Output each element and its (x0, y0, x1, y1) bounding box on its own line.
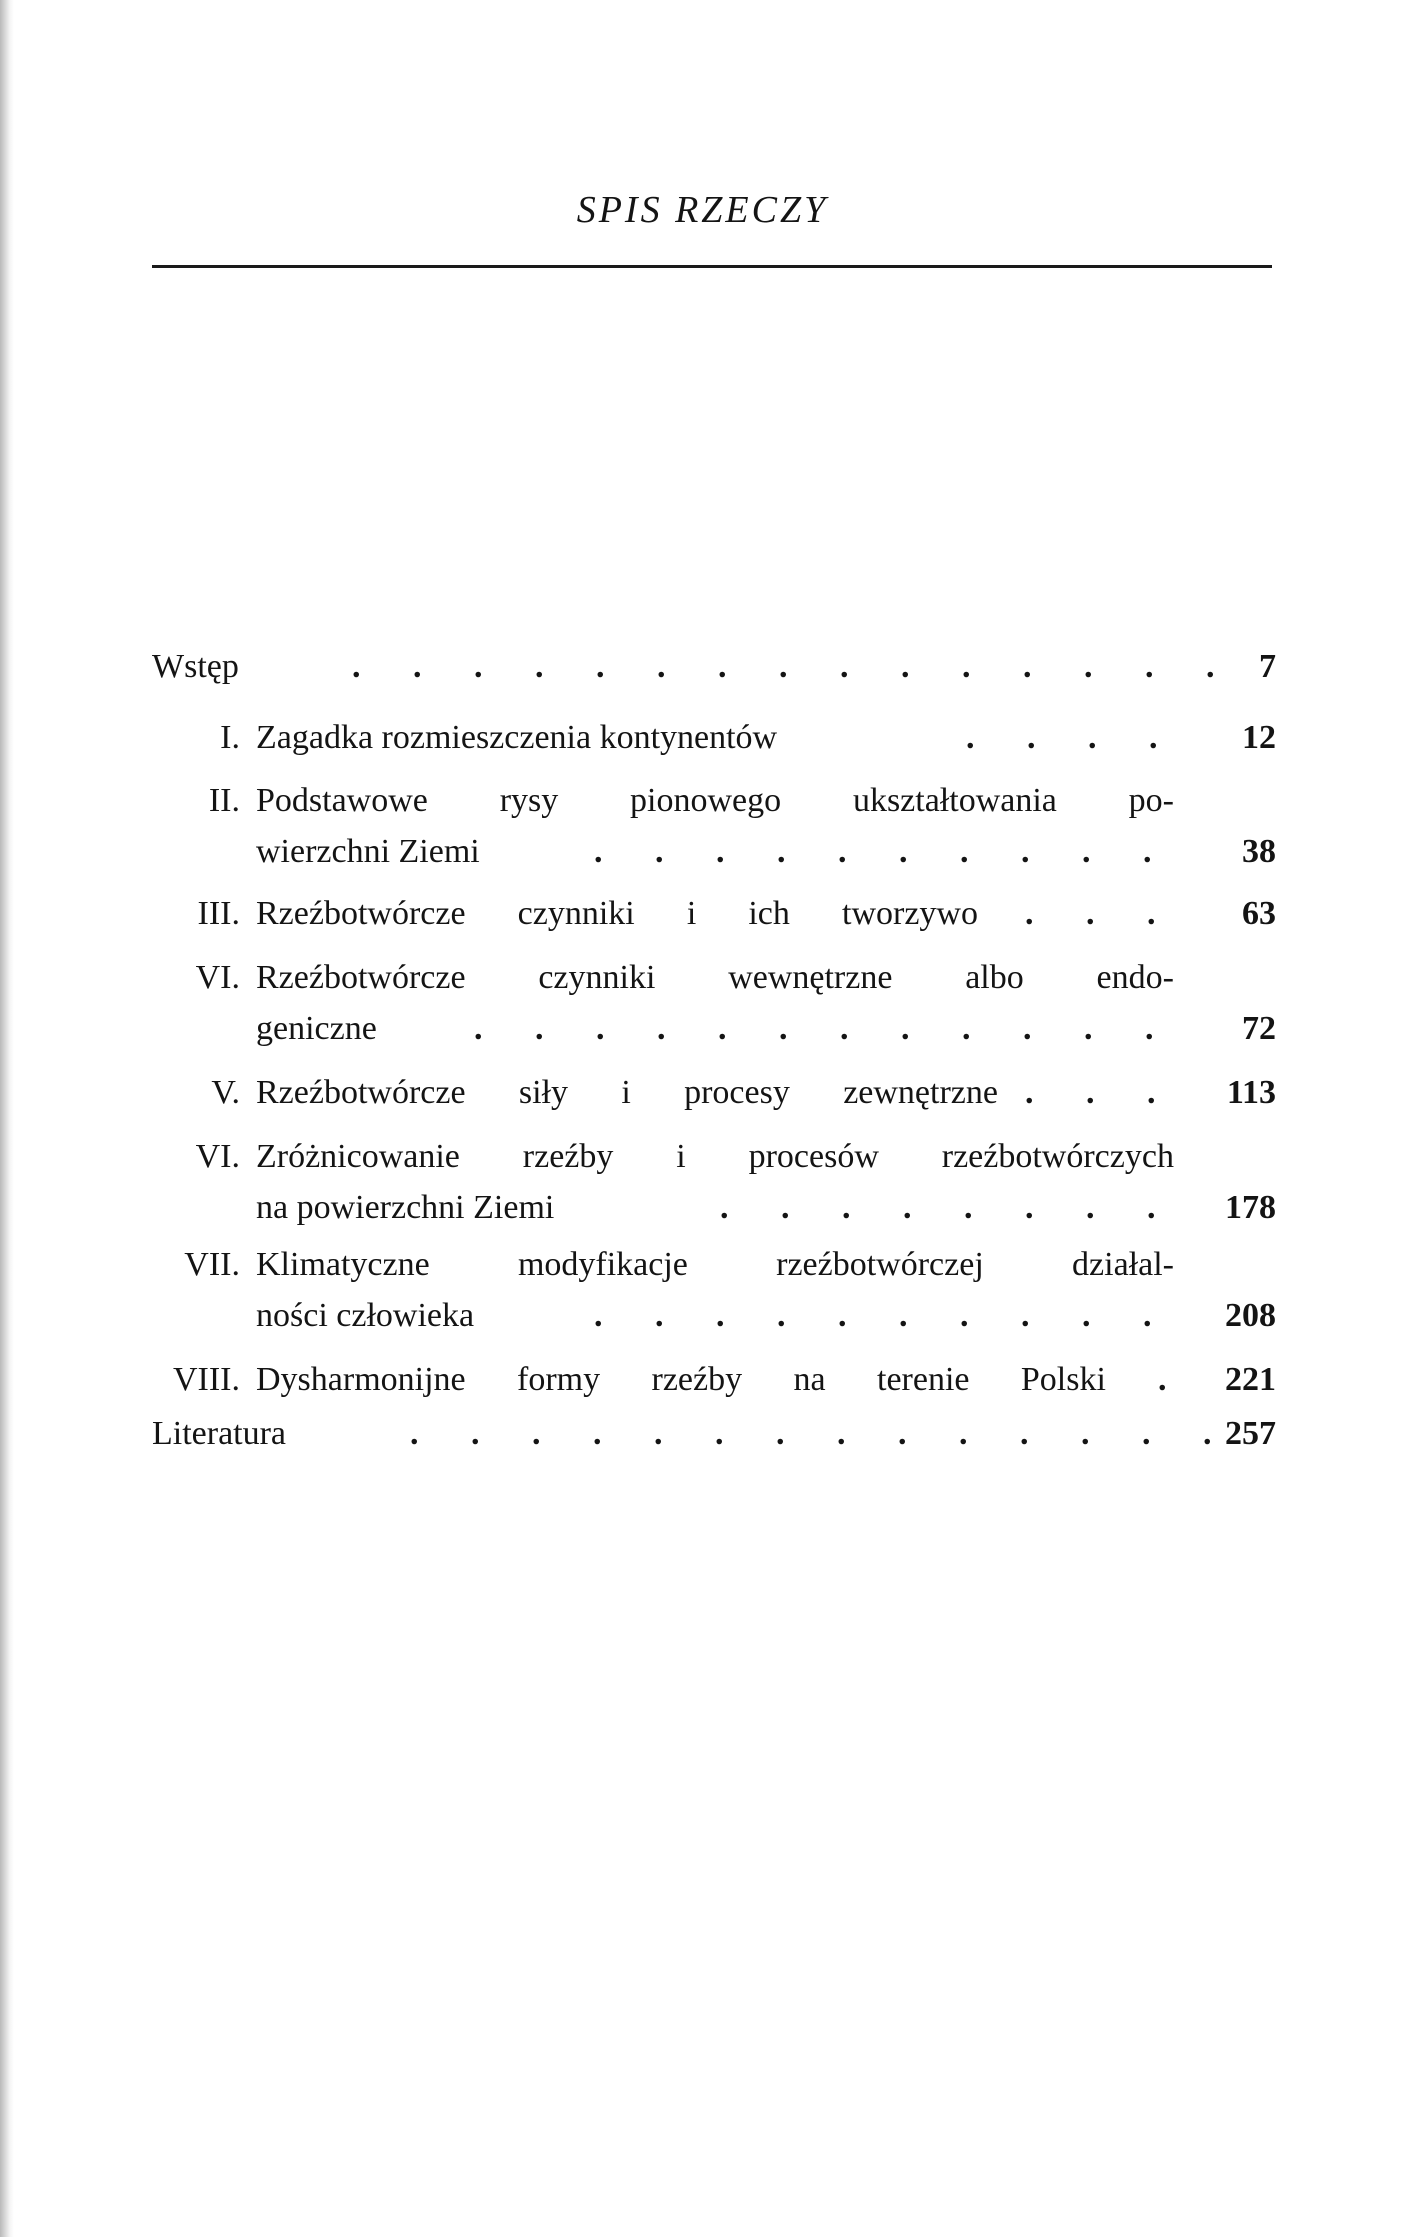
toc-leader-dots: . . . . . . . . . . (594, 1297, 1174, 1334)
title-word: formy (517, 1361, 601, 1398)
page-title: SPIS RZECZY (576, 189, 829, 231)
title-word: i (676, 1138, 686, 1175)
chapter-number: III. (197, 895, 240, 932)
title-word: Polski (1020, 1361, 1106, 1398)
toc-entry-chapter-4-continued[interactable] (0, 999, 1405, 1059)
title-word: Zróżnicowanie (256, 1138, 460, 1175)
toc-leader-dots: . . . (1025, 895, 1178, 932)
chapter-number: II. (208, 782, 240, 819)
title-word: wewnętrzne (728, 959, 893, 996)
chapter-title-line (256, 1350, 1106, 1410)
title-word: czynniki (517, 895, 635, 932)
chapter-title-continuation: wierzchni Ziemi (256, 833, 480, 870)
toc-entry-literature[interactable] (0, 1404, 1405, 1464)
toc-entry-chapter-1[interactable] (0, 708, 1405, 768)
toc-page-number: 208 (1225, 1297, 1276, 1334)
title-word: pionowego (630, 782, 782, 819)
toc-entry-chapter-2-continued[interactable] (0, 822, 1405, 882)
toc-page-number: 38 (1242, 833, 1276, 870)
chapter-title-continuation: geniczne (256, 1010, 377, 1047)
chapter-title: Zagadka rozmieszczenia kontynentów (256, 719, 778, 756)
title-word: i (621, 1074, 631, 1111)
toc-page-number: 257 (1225, 1415, 1276, 1452)
toc-leader-dots: . . . . . . . . . . . . . . (410, 1415, 1234, 1452)
title-word: i (686, 895, 697, 932)
title-word: działal- (1072, 1246, 1174, 1283)
toc-entry-chapter-3[interactable] (0, 884, 1405, 944)
chapter-number: VII. (184, 1246, 240, 1283)
title-word: czynniki (538, 959, 656, 996)
title-word: rzeźby (651, 1361, 743, 1398)
title-word: albo (965, 959, 1024, 996)
toc-entry-chapter-7-continued[interactable] (0, 1286, 1405, 1346)
title-word: Klimatyczne (256, 1246, 430, 1283)
title-word: terenie (877, 1361, 970, 1398)
toc-leader-dots: . . . . . . . . . . . . . . . (352, 648, 1237, 685)
title-word: endo- (1096, 959, 1174, 996)
title-word: na (793, 1361, 826, 1398)
chapter-number: V. (211, 1074, 240, 1111)
title-word: po- (1128, 782, 1174, 819)
title-word: zewnętrzne (843, 1074, 998, 1111)
toc-page-number: 63 (1242, 895, 1276, 932)
toc-entry-chapter-5[interactable] (0, 1063, 1405, 1123)
title-word: ukształtowania (852, 782, 1057, 819)
toc-page-number: 221 (1225, 1361, 1276, 1398)
toc-leader-dots: . . . (1025, 1074, 1178, 1111)
toc-leader-dots: . (1158, 1361, 1189, 1398)
title-word: rzeźbotwórczej (776, 1246, 984, 1283)
title-word: rzeźby (522, 1138, 614, 1175)
chapter-title-continuation: na powierzchni Ziemi (256, 1189, 555, 1226)
chapter-title-continuation: ności człowieka (256, 1297, 475, 1334)
title-word: Rzeźbotwórcze (256, 895, 466, 932)
toc-page-number: 113 (1226, 1074, 1276, 1111)
toc-page-number: 72 (1242, 1010, 1276, 1047)
toc-leader-dots: . . . . . . . . . . (594, 833, 1174, 870)
chapter-number: VI. (195, 959, 240, 996)
toc-entry-label: Literatura (152, 1415, 287, 1452)
title-word: Rzeźbotwórcze (256, 1074, 466, 1111)
toc-entry-intro[interactable] (0, 637, 1405, 697)
chapter-number: I. (220, 719, 240, 756)
toc-entry-chapter-6-continued[interactable] (0, 1178, 1405, 1238)
title-word: procesów (748, 1138, 879, 1175)
toc-leader-dots: . . . . . . . . . . . . (474, 1010, 1176, 1047)
title-word: tworzywo (842, 895, 978, 932)
chapter-number: VIII. (172, 1361, 240, 1398)
toc-entry-chapter-8[interactable] (0, 1350, 1405, 1410)
title-word: Dysharmonijne (256, 1361, 466, 1398)
title-word: procesy (684, 1074, 790, 1111)
chapter-number: VI. (195, 1138, 240, 1175)
title-word: ich (748, 895, 790, 932)
toc-page-number: 178 (1225, 1189, 1276, 1226)
toc-page-number: 12 (1242, 719, 1276, 756)
title-word: Podstawowe (256, 782, 428, 819)
title-word: modyfikacje (517, 1246, 688, 1283)
title-word: Rzeźbotwórcze (256, 959, 466, 996)
chapter-title-line (256, 1063, 998, 1123)
title-word: rzeźbotwórczych (941, 1138, 1174, 1175)
chapter-title-line (256, 884, 978, 944)
toc-leader-dots: . . . . (966, 719, 1180, 756)
title-word: rysy (499, 782, 559, 819)
toc-entry-label: Wstęp (152, 648, 239, 685)
toc-page-number: 7 (1259, 648, 1276, 685)
title-word: siły (518, 1074, 568, 1111)
toc-leader-dots: . . . . . . . . (720, 1189, 1178, 1226)
title-divider (152, 265, 1272, 268)
